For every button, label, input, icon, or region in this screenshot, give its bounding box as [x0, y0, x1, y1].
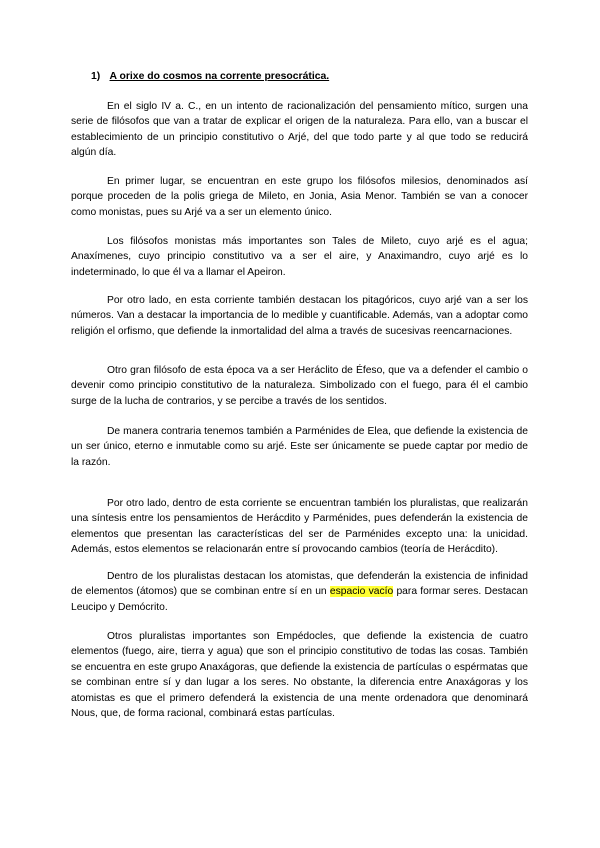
paragraph-pitagoricos: Por otro lado, en esta corriente también destacan los pitagóricos, cuyo arjé van a ser los números. Van a destacar la importancia de lo medible y cuantificable. Además, van a adoptar como religión el orfismo, que defiende la inmortalidad del alma a través de sucesivas reencarnaciones. — [71, 295, 528, 337]
highlighted-text: espacio vacío — [329, 586, 394, 598]
paragraph-atomistas-start: Dentro de los pluralistas destacan los atomistas, que defenderán la existencia de infinidad de elementos (átomos) que se combinan entre sí en un — [71, 571, 528, 598]
paragraph-pluralistas: Por otro lado, dentro de esta corriente se encuentran también los pluralistas, que realizarán una síntesis entre los pensamientos de Herácdito y Parménides, pues defenderán la existencia de elementos que presentan las características del ser de Parménides excepto una: la unicidad. Además, estos elementos se relacionarán entre sí provocando cambios (teoría de Herácdito). — [71, 498, 528, 556]
paragraph-monistas: Los filósofos monistas más importantes son Tales de Mileto, cuyo arjé es el agua; Anaxímenes, cuyo principio constitutivo va a ser el aire, y Anaximandro, cuyo arjé es lo indeterminado, lo que él va a llamar el Apeiron. — [71, 236, 528, 278]
section-number: 1) — [91, 71, 101, 82]
paragraph-empedocles-anaxagoras: Otros pluralistas importantes son Empédocles, que defiende la existencia de cuatro elementos (fuego, aire, tierra y agua) que son el principio constitutivo de todas las cosas. También se encuentra en este grupo Anaxágoras, que defiende la existencia de partículas o espérmatas que se combinan entre sí y dan lugar a los seres. No obstante, la diferencia entre Anaxágoras y los atomistas es que el primero defenderá la existencia de una mente ordenadora que denominará Nous, que, de forma racional, combinará estas partículas. — [71, 631, 528, 720]
paragraph-intro: En el siglo IV a. C., en un intento de racionalización del pensamiento mítico, surgen una serie de filósofos que van a tratar de explicar el origen de la naturaleza. Para ello, van a buscar el establecimiento de un principio constitutivo o Arjé, del que todo parte y al que todo se reducirá algún día. — [71, 101, 528, 159]
paragraph-atomistas-end: para formar seres. Destacan Leucipo y Demócrito. — [71, 586, 529, 613]
section-title: A orixe do cosmos na corrente presocrática. — [109, 71, 330, 82]
paragraph-milesios: En primer lugar, se encuentran en este grupo los filósofos milesios, denominados así porque proceden de la polis griega de Mileto, en Jonia, Asia Menor. También se van a conocer como monistas, pues su Arjé va a ser un elemento único. — [71, 176, 528, 218]
paragraph-atomistas — [71, 569, 528, 615]
section-heading — [91, 70, 329, 84]
paragraph-parmenides: De manera contraria tenemos también a Parménides de Elea, que defiende la existencia de un ser único, eterno e inmutable como su arjé. Este ser únicamente se puede captar por medio de la razón. — [71, 426, 528, 468]
paragraph-heraclito: Otro gran filósofo de esta época va a ser Heráclito de Éfeso, que va a defender el cambio o devenir como principio constitutivo de la naturaleza. Simbolizado con el fuego, para él el cambio surge de la lucha de contrarios, y se percibe a través de los sentidos. — [71, 365, 528, 407]
